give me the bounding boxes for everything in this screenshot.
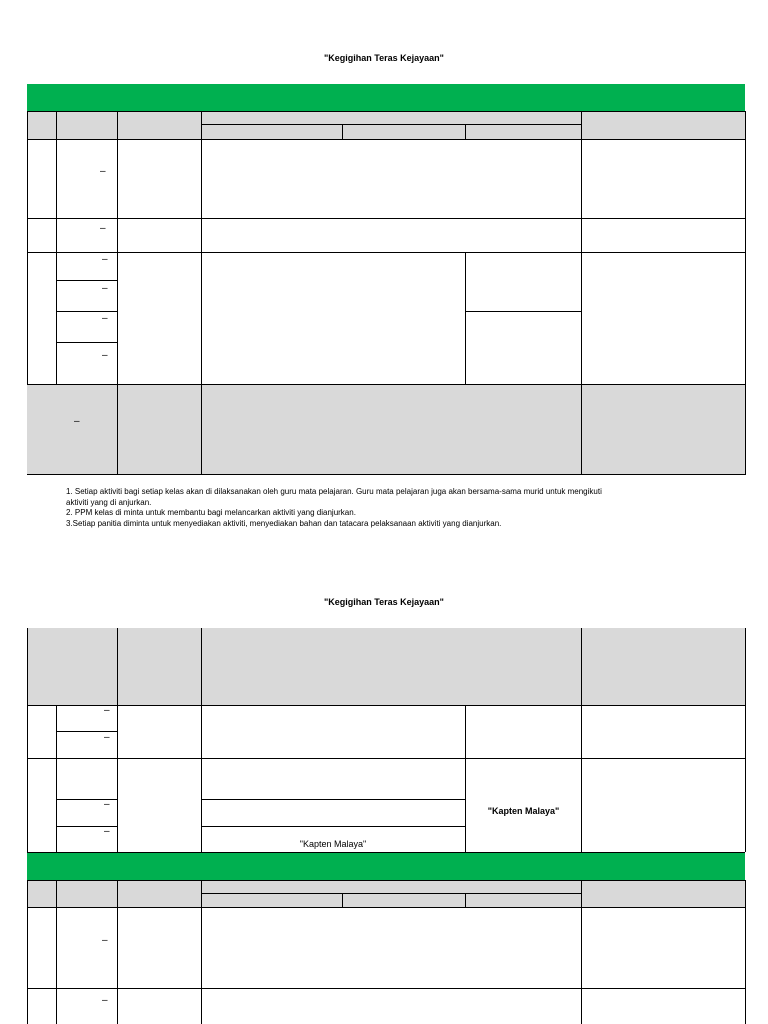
table-header-row (27, 628, 745, 705)
dash-mark: – (104, 826, 110, 837)
dash-mark: – (102, 283, 108, 294)
dash-mark: – (104, 705, 110, 716)
kapten-malaya-label: "Kapten Malaya" (299, 839, 367, 849)
note-line: aktiviti yang di anjurkan. (66, 497, 152, 507)
dash-mark: – (104, 799, 110, 810)
page-title: "Kegigihan Teras Kejayaan" (324, 53, 444, 63)
note-line: 2. PPM kelas di minta untuk membantu bagi melancarkan aktiviti yang dianjurkan. (66, 508, 356, 517)
table-banner (27, 84, 745, 111)
table-banner (27, 852, 745, 880)
dash-mark: – (100, 223, 106, 234)
notes (66, 487, 716, 529)
dash-mark: – (100, 166, 106, 177)
kapten-malaya-label: "Kapten Malaya" (487, 806, 560, 816)
dash-mark: – (102, 995, 108, 1006)
dash-mark: – (102, 350, 108, 361)
table-header-row (27, 111, 745, 139)
note-line: 1. Setiap aktiviti bagi setiap kelas akan di dilaksanakan oleh guru mata pelajaran. Guru mata pelajaran juga akan bersama-sama murid untuk mengikuti (66, 487, 602, 496)
note-line: 3.Setiap panitia diminta untuk menyediakan aktiviti, menyediakan bahan dan tatacara pelaksanaan aktiviti yang dianjurkan. (66, 518, 502, 528)
dash-mark: – (102, 935, 108, 946)
dash-mark: – (102, 254, 108, 265)
table-shaded-row (27, 384, 745, 474)
dash-mark: – (102, 313, 108, 324)
dash-mark: – (74, 416, 80, 427)
page-title: "Kegigihan Teras Kejayaan" (324, 597, 444, 607)
dash-mark: – (104, 732, 110, 743)
